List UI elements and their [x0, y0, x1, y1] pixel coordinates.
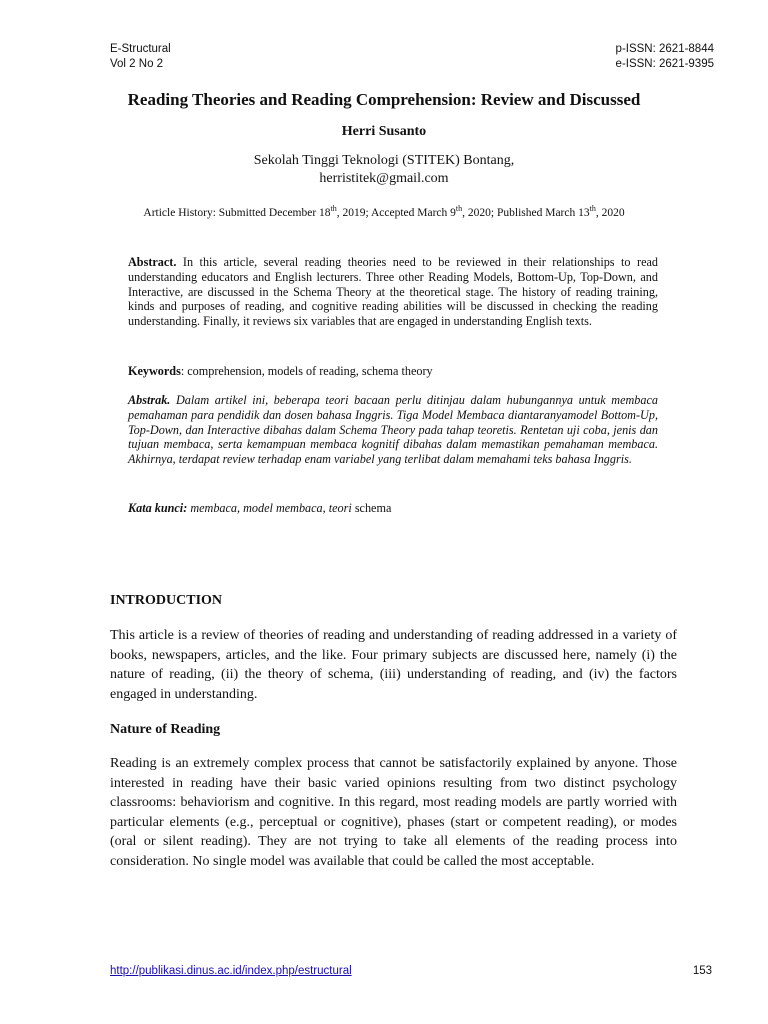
- journal-name: E-Structural: [110, 43, 171, 55]
- abstract-text: In this article, several reading theories need to be reviewed in their relationships to read understanding educators and English lecturers. Three other Reading Models, Bottom-Up, Top-Down, and Interactive, are discussed in the Schema Theory at the theoretical stage. The history of reading training, kinds and purposes of reading, and cognitive reading abilities will be discussed in checking the reading understanding. Finally, it reviews six variables that are engaged in understanding English texts.: [128, 255, 658, 329]
- introduction-heading: INTRODUCTION: [110, 593, 223, 608]
- author-affiliation-block: [60, 152, 708, 188]
- abstract-english: [128, 255, 658, 329]
- nature-of-reading-heading: Nature of Reading: [110, 722, 221, 737]
- p-issn: p-ISSN: 2621-8844: [615, 43, 714, 55]
- kata-kunci-label: Kata kunci:: [128, 501, 188, 515]
- author-email: herristitek@gmail.com: [319, 171, 449, 186]
- article-history: Article History: Submitted December 18th, 2019; Accepted March 9th, 2020; Published March 13th, 2020: [143, 204, 625, 219]
- abstrak-text: Dalam artikel ini, beberapa teori bacaan perlu ditinjau dalam hubungannya untuk membaca pemahaman para pendidik dan dosen bahasa Inggris. Tiga Model Membaca diantaranyamodel Bottom-Up, Top-Down, dan Interactive dibahas dalam Schema Theory pada tahap teoretis. Rentetan uji coba, jenis dan tujuan membaca, serta kemampuan membaca kognitif dibahas dalam memastikan pemahaman membaca. Akhirnya, terdapat review terhadap enam variabel yang terlibat dalam memahami teks bahasa Inggris.: [128, 393, 658, 467]
- author-name: Herri Susanto: [341, 124, 427, 139]
- e-issn: e-ISSN: 2621-9395: [615, 58, 714, 70]
- abstrak-label: Abstrak.: [128, 393, 171, 407]
- keywords-english: [128, 364, 658, 379]
- abstract-label: Abstract.: [128, 255, 177, 269]
- kata-kunci-last: schema: [351, 501, 392, 515]
- abstract-indonesian: [128, 393, 658, 467]
- introduction-paragraph: This article is a review of theories of reading and understanding of reading addressed in a variety of books, newspapers, articles, and the like. Four primary subjects are discussed here, namely (i) the nature of reading, (ii) the theory of schema, (iii) understanding of reading, and (iv) the factors engaged in understanding.: [110, 628, 677, 702]
- journal-volume: Vol 2 No 2: [110, 58, 164, 70]
- nature-of-reading-paragraph: Reading is an extremely complex process that cannot be satisfactorily explained by anyone. Those interested in reading have their basic varied opinions resulting from two distinct psychology classrooms: behaviorism and cognitive. In this regard, most reading models are partly worried with particular elements (e.g., perceptual or cognitive), phases (start or competent reading), or modes (oral or silent reading). They are not trying to take all elements of the reading process into consideration. No single model was available that could be called the most acceptable.: [110, 756, 677, 869]
- paper-title: Reading Theories and Reading Comprehension: Review and Discussed: [127, 90, 641, 109]
- keywords-label: Keywords: [128, 364, 181, 378]
- keywords-text: : comprehension, models of reading, schema theory: [180, 364, 433, 378]
- keywords-indonesian: [128, 501, 658, 516]
- running-header-left: [110, 42, 171, 72]
- journal-url-link[interactable]: http://publikasi.dinus.ac.id/index.php/estructural: [110, 965, 352, 977]
- page-number: 153: [692, 965, 712, 977]
- affiliation: Sekolah Tinggi Teknologi (STITEK) Bontang,: [253, 153, 515, 168]
- running-header-right: [616, 42, 714, 72]
- kata-kunci-text: membaca, model membaca, teori: [187, 501, 352, 515]
